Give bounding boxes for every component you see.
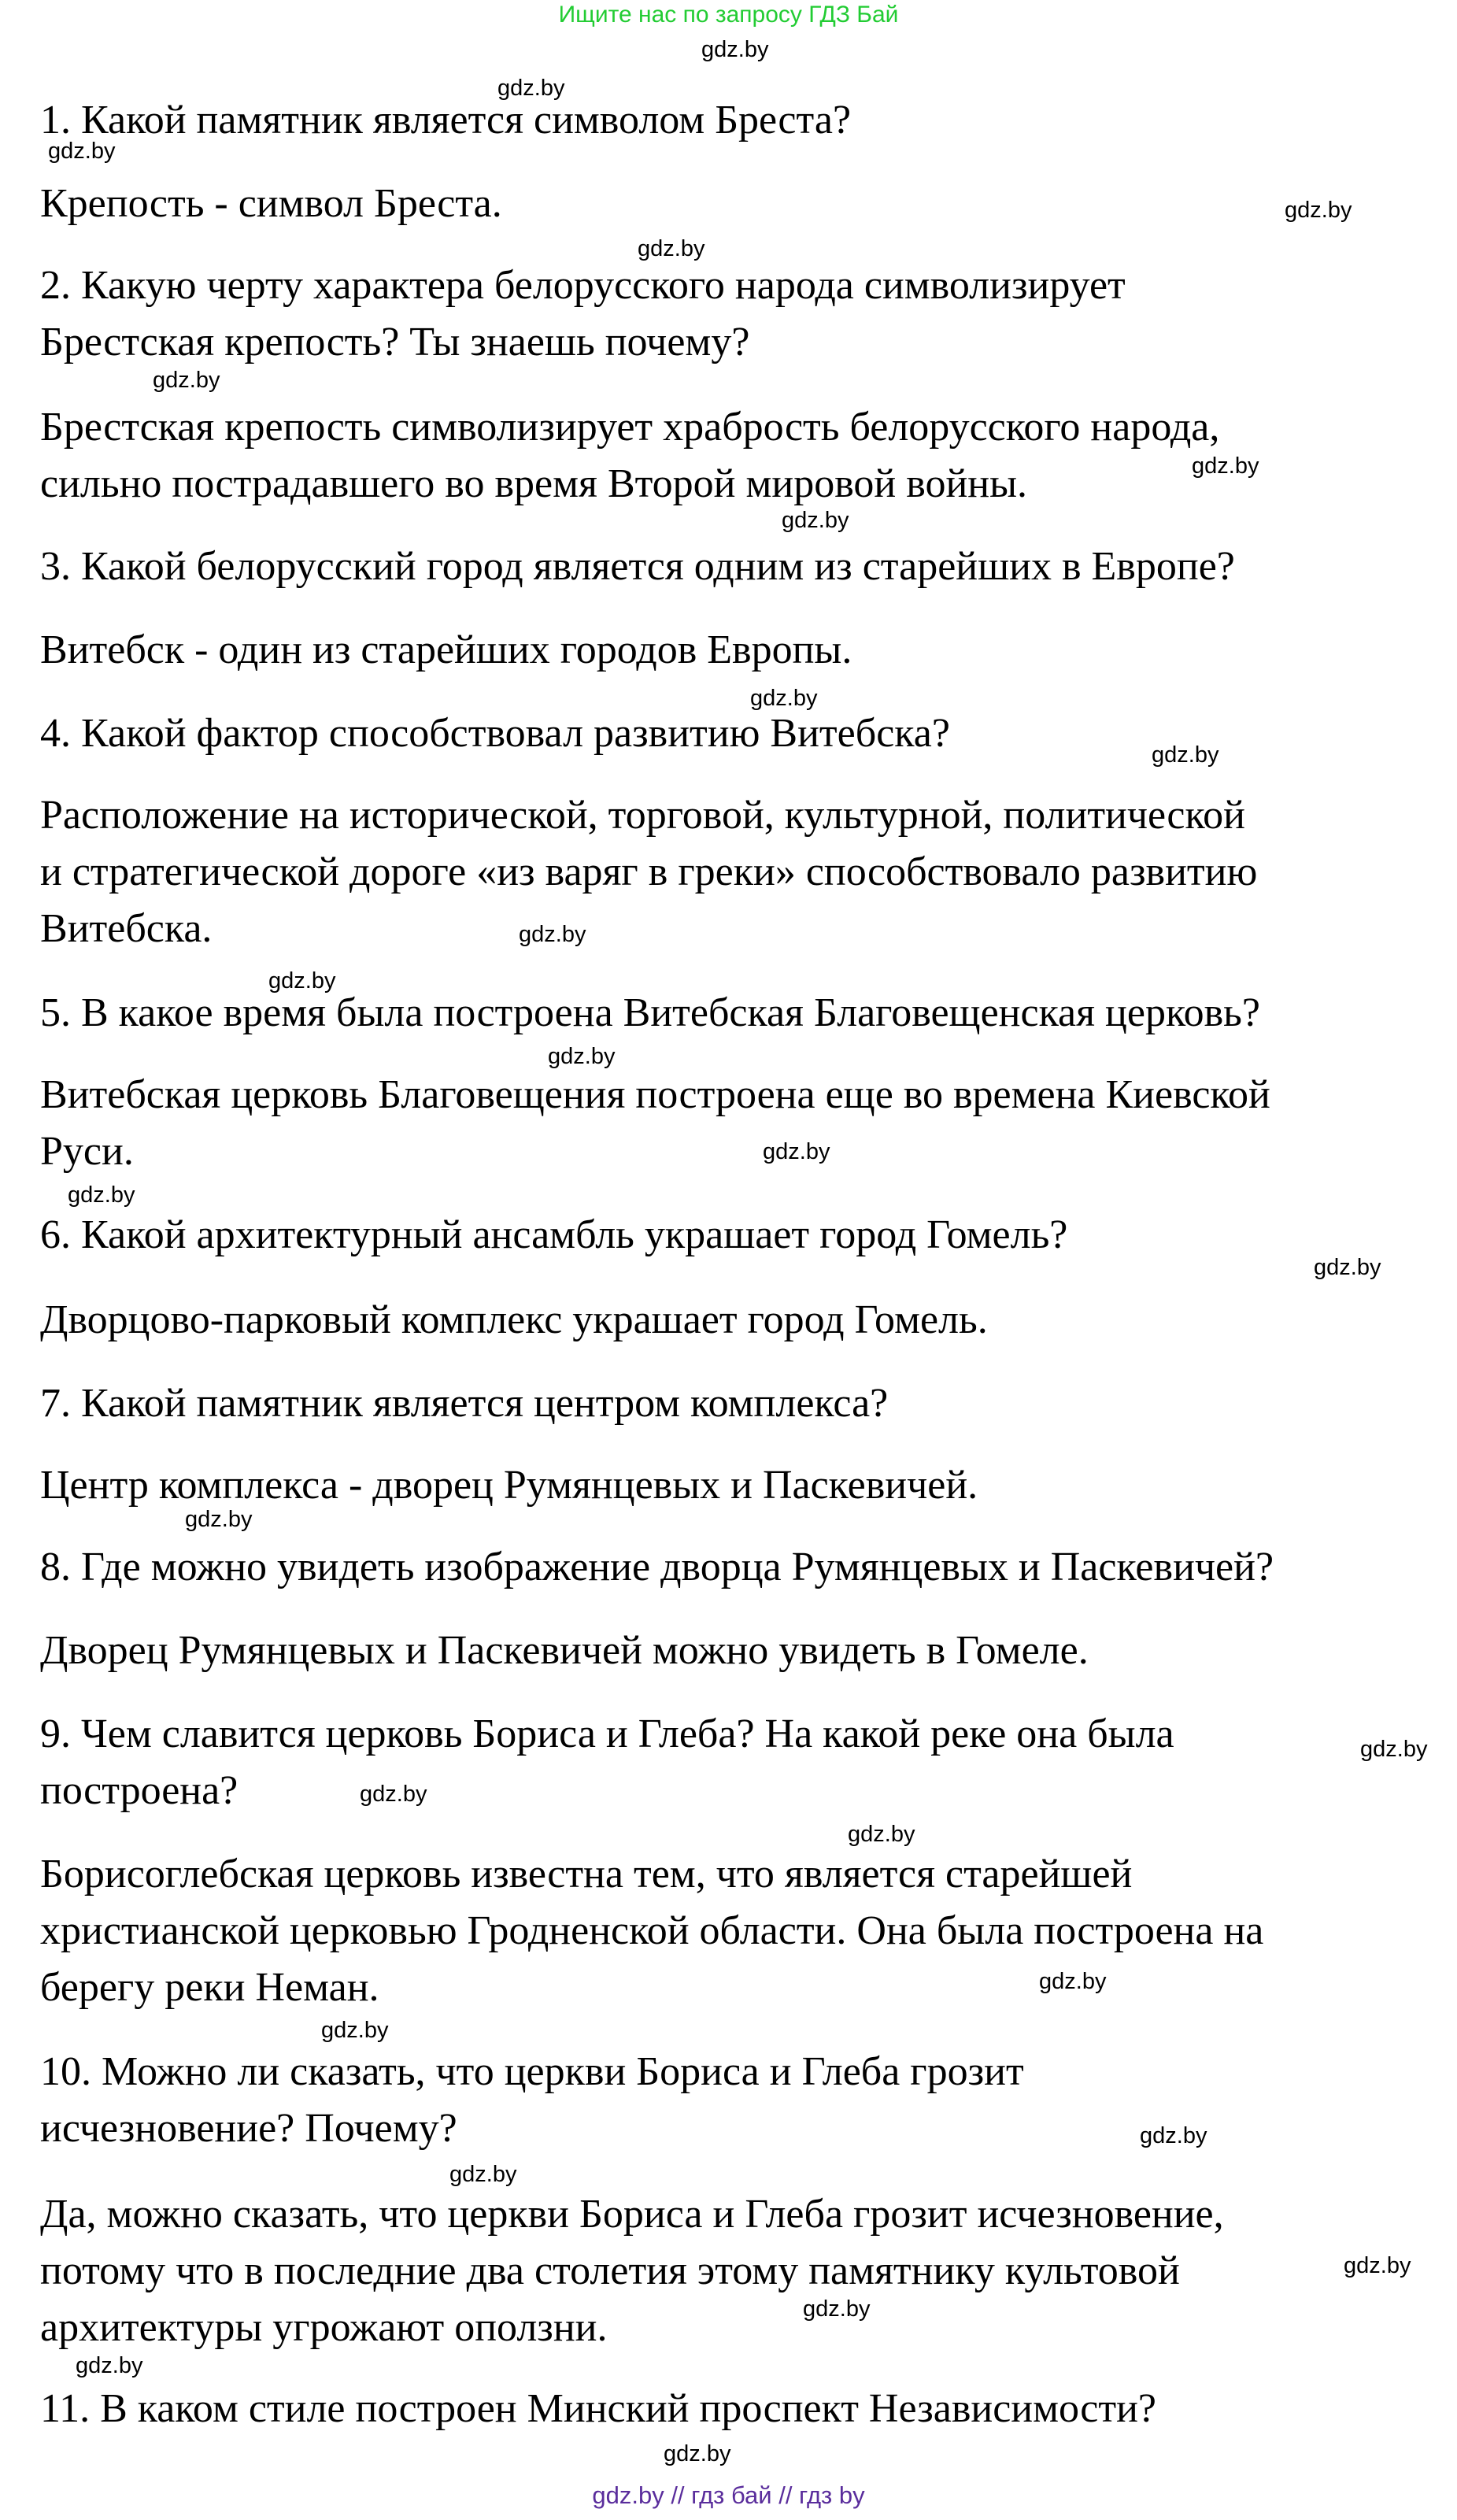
question-8: 8. Где можно увидеть изображение дворца Румянцевых и Паскевичей? (40, 1545, 1274, 1589)
answer-10: Да, можно сказать, что церкви Бориса и Глеба грозит исчезновение, потому что в последние два столетия этому памятнику культовой архитектуры угрожают оползни. (40, 2192, 1224, 2350)
footer-links[interactable]: gdz.by // гдз бай // гдз by (592, 2481, 865, 2509)
question-4: 4. Какой фактор способствовал развитию Витебска? (40, 711, 950, 756)
question-5: 5. В какое время была построена Витебская Благовещенская церковь? (40, 990, 1260, 1035)
watermark: gdz.by (68, 1182, 135, 1208)
search-promo-banner[interactable]: Ищите нас по запросу ГДЗ Бай (558, 2, 899, 28)
question-1: 1. Какой памятник является символом Бреста? (40, 98, 852, 142)
watermark: gdz.by (497, 76, 565, 101)
watermark: gdz.by (750, 686, 818, 711)
answer-9: Борисоглебская церковь известна тем, что является старейшей христианской церковью Гродненской области. Она была построена на берегу реки Неман. (40, 1852, 1264, 2010)
watermark: gdz.by (1192, 453, 1259, 479)
watermark: gdz.by (638, 236, 705, 261)
watermark: gdz.by (848, 1822, 915, 1847)
watermark: gdz.by (664, 2441, 731, 2466)
watermark: gdz.by (321, 2018, 389, 2043)
watermark: gdz.by (185, 1507, 253, 1532)
question-2: 2. Какую черту характера белорусского народа символизирует Брестская крепость? Ты знаешь почему? (40, 263, 1126, 364)
answer-7: Центр комплекса - дворец Румянцевых и Паскевичей. (40, 1463, 978, 1508)
answer-8: Дворец Румянцевых и Паскевичей можно увидеть в Гомеле. (40, 1628, 1089, 1673)
watermark: gdz.by (519, 922, 586, 947)
answer-1: Крепость - символ Бреста. (40, 181, 502, 226)
watermark: gdz.by (1314, 1255, 1381, 1280)
watermark: gdz.by (76, 2353, 143, 2378)
watermark: gdz.by (782, 508, 849, 533)
question-10: 10. Можно ли сказать, что церкви Бориса и Глеба грозит исчезновение? Почему? (40, 2049, 1024, 2151)
watermark: gdz.by (763, 1139, 830, 1164)
watermark: gdz.by (268, 968, 336, 994)
watermark: gdz.by (701, 37, 769, 62)
watermark: gdz.by (1039, 1969, 1107, 1994)
answer-3: Витебск - один из старейших городов Европы. (40, 627, 852, 672)
answer-4: Расположение на исторической, торговой, культурной, политической и стратегической дороге «из варяг в греки» способствовало развитию Витебска. (40, 793, 1258, 951)
answer-2: Брестская крепость символизирует храбрость белорусского народа, сильно пострадавшего во время Второй мировой войны. (40, 405, 1220, 506)
watermark: gdz.by (360, 1782, 427, 1807)
question-6: 6. Какой архитектурный ансамбль украшает город Гомель? (40, 1212, 1068, 1257)
watermark: gdz.by (48, 139, 116, 164)
watermark: gdz.by (803, 2296, 871, 2322)
watermark: gdz.by (1285, 198, 1352, 223)
watermark: gdz.by (1344, 2253, 1411, 2278)
question-9: 9. Чем славится церковь Бориса и Глеба? На какой реке она была построена? (40, 1711, 1174, 1813)
question-3: 3. Какой белорусский город является одним из старейших в Европе? (40, 544, 1235, 589)
answer-6: Дворцово-парковый комплекс украшает город Гомель. (40, 1297, 988, 1342)
watermark: gdz.by (1140, 2123, 1207, 2148)
watermark: gdz.by (1152, 742, 1219, 768)
watermark: gdz.by (153, 368, 220, 393)
question-11: 11. В каком стиле построен Минский проспект Независимости? (40, 2386, 1157, 2431)
answer-5: Витебская церковь Благовещения построена еще во времена Киевской Руси. (40, 1072, 1270, 1174)
watermark: gdz.by (449, 2162, 517, 2187)
watermark: gdz.by (1360, 1737, 1428, 1762)
watermark: gdz.by (548, 1044, 616, 1069)
question-7: 7. Какой памятник является центром комплекса? (40, 1381, 889, 1426)
